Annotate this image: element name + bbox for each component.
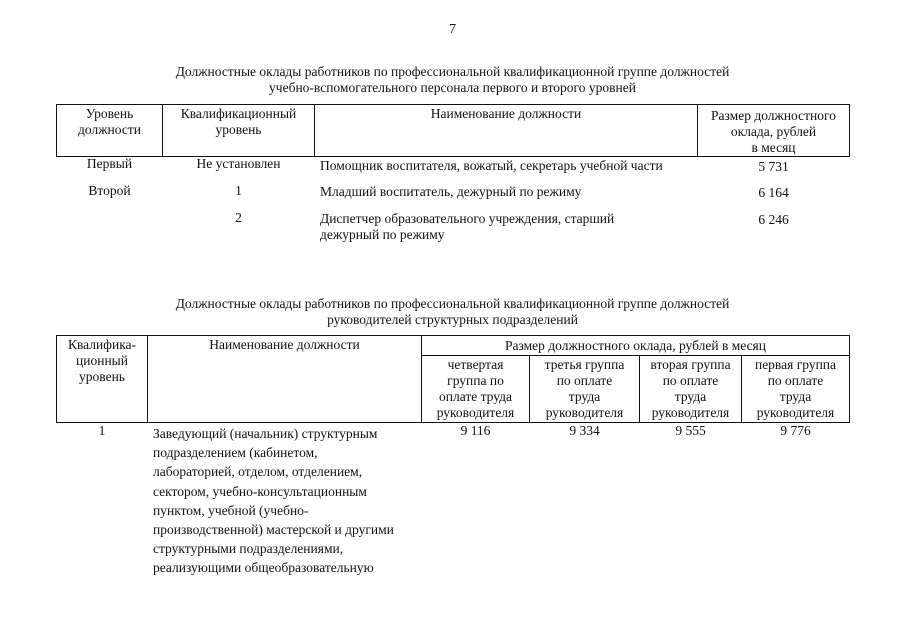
- table2-row1-position: Заведующий (начальник) структурным подразделением (кабинетом, лабораторией, отделом, отделением, сектором, учебно-консультационным пунктом, учебной (учебно- производственной) мастерской и другими структурными подразделениями, реализующими общеобразовательную: [153, 426, 394, 576]
- table2-title-line2: руководителей структурных подразделений: [327, 312, 578, 327]
- table1-title-line1: Должностные оклады работников по профессиональной квалификационной группе должностей: [175, 64, 730, 79]
- table2-border-top: [56, 335, 850, 336]
- table2-row1-group2-value: 9 555: [675, 423, 706, 438]
- table1-row2-qual: 1: [235, 183, 242, 198]
- table1-header-level: Уровень должности: [78, 106, 141, 137]
- table1-row1-level: Первый: [86, 156, 133, 171]
- page-number: 7: [449, 22, 456, 37]
- table1-border-right: [849, 104, 850, 157]
- table2-border-right: [849, 335, 850, 423]
- table1-row3-salary: 6 246: [758, 212, 789, 227]
- table1-row2-position: Младший воспитатель, дежурный по режиму: [320, 184, 582, 199]
- table2-subheader-line: [421, 355, 850, 356]
- table2-row1-group4-value: 9 116: [460, 423, 491, 438]
- table1-row1-salary: 5 731: [758, 159, 789, 174]
- table1-row2-level: Второй: [88, 183, 131, 198]
- table1-row3-qual: 2: [235, 210, 242, 225]
- table2-header-group-2: вторая группа по оплате труда руководителя: [650, 357, 731, 420]
- table1-header-qual-level: Квалификационный уровень: [180, 106, 297, 137]
- table2-header-salary-group: Размер должностного оклада, рублей в месяц: [504, 338, 766, 353]
- table2-title: [100, 296, 805, 328]
- table2-header-group-4: четвертая группа по оплате труда руководителя: [436, 357, 515, 420]
- table2-row1-group3-value: 9 334: [569, 423, 600, 438]
- table1-row2-salary: 6 164: [758, 185, 789, 200]
- table2-header-qual-level: Квалифика- ционный уровень: [67, 337, 137, 384]
- table1-row1-qual: Не установлен: [196, 156, 281, 171]
- table2-header-group-1: первая группа по оплате труда руководителя: [754, 357, 837, 420]
- table1-row1-position: Помощник воспитателя, вожатый, секретарь учебной части: [320, 158, 663, 173]
- table1-header-salary: Размер должностного оклада, рублей в месяц: [711, 108, 836, 155]
- table1-title: [100, 64, 805, 96]
- table2-row1-group1-value: 9 776: [780, 423, 811, 438]
- table2-header-group-3: третья группа по оплате труда руководителя: [544, 357, 625, 420]
- table2-title-line1: Должностные оклады работников по профессиональной квалификационной группе должностей: [175, 296, 730, 311]
- table1-row3-position: Диспетчер образовательного учреждения, старший дежурный по режиму: [320, 211, 615, 242]
- table2-row1-qual: 1: [98, 423, 106, 438]
- table1-border-top: [56, 104, 850, 105]
- table1-header-position: Наименование должности: [430, 106, 582, 121]
- table2-header-position: Наименование должности: [209, 337, 360, 352]
- table1-title-line2: учебно-вспомогательного персонала первого и второго уровней: [269, 80, 636, 95]
